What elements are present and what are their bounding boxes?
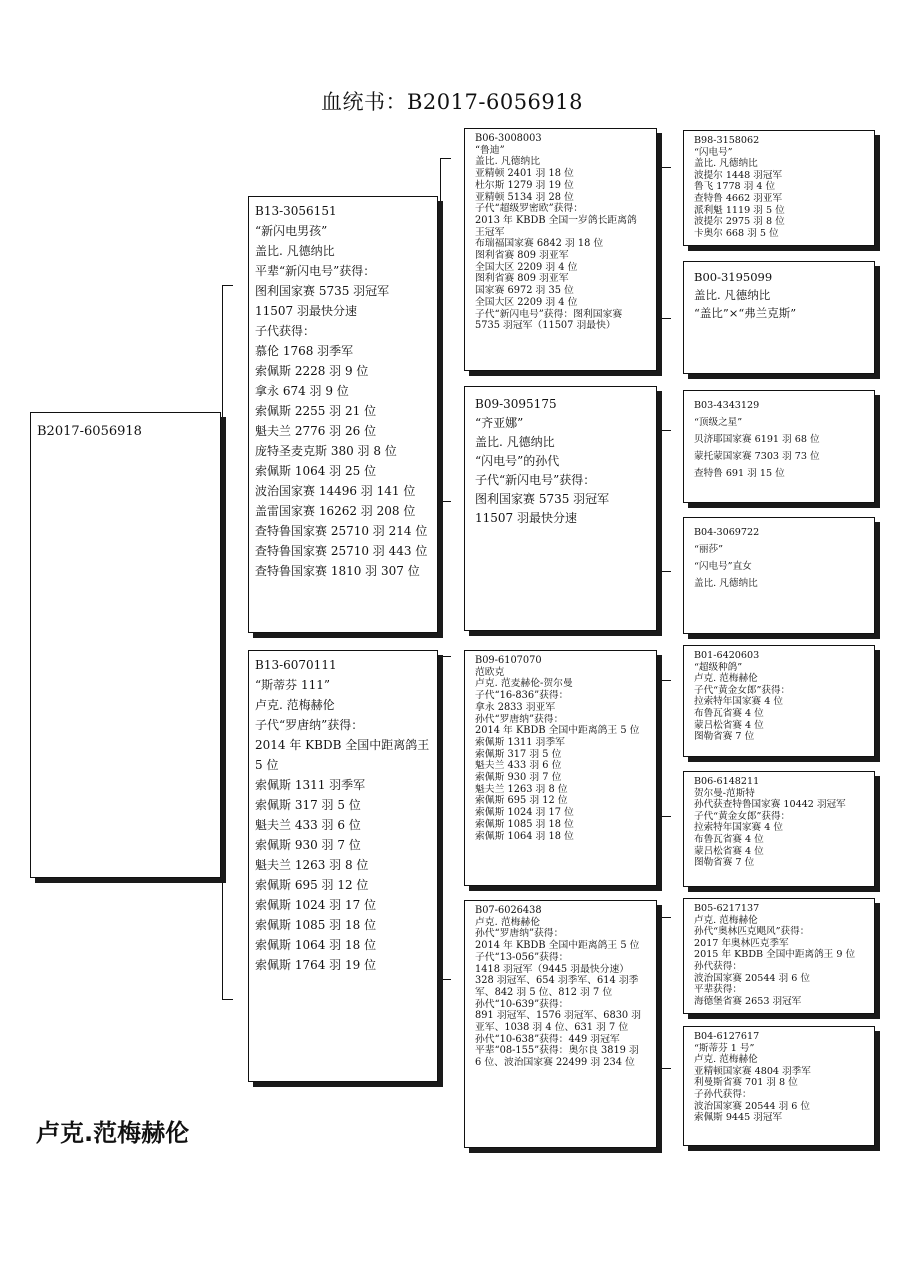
pedigree-line: 孙代“10-638”获得：449 羽冠军 — [475, 1033, 620, 1045]
gen4-card-7 — [683, 898, 875, 1014]
sire-line: 索佩斯 1064 羽 25 位 — [255, 464, 377, 478]
pedigree-line: 1418 羽冠军（9445 羽最快分速） — [475, 963, 630, 975]
pedigree-line: 卢克. 范梅赫伦 — [694, 914, 758, 926]
dam-line: 2014 年 KBDB 全国中距离鸽王 5 位 — [255, 738, 434, 772]
pedigree-line: 子孙代获得： — [694, 1088, 752, 1100]
pedigree-line: 孙代“罗唐纳”获得： — [475, 928, 564, 940]
pedigree-line: 2013 年 KBDB 全国一岁鸽长距离鸽王冠军 — [475, 214, 637, 238]
pedigree-line: “闪电号”直女 — [694, 561, 752, 572]
pedigree-line: 布鲁瓦省赛 4 位 — [694, 833, 764, 845]
dam-line: 魁夫兰 433 羽 6 位 — [255, 818, 361, 832]
pedigree-line: 杜尔斯 1279 羽 19 位 — [475, 179, 574, 191]
granddam-sire-card — [464, 386, 657, 631]
pedigree-line: “齐亚娜” — [475, 416, 524, 430]
pedigree-line: “斯蒂芬 1 号” — [694, 1042, 755, 1054]
gen4-card-4 — [683, 517, 875, 634]
gen4-card-5 — [683, 645, 875, 757]
pedigree-line: 孙代“10-639”获得： — [475, 998, 569, 1010]
gen4-card-2 — [683, 261, 875, 374]
dam-line: 索佩斯 1085 羽 18 位 — [255, 918, 377, 932]
sire-line: 11507 羽最快分速 — [255, 304, 357, 318]
pedigree-line: 子代“新闪电号”获得：图利国家赛 5735 羽冠军（11507 羽最快） — [475, 308, 626, 332]
pedigree-line: 波治国家赛 20544 羽 6 位 — [694, 972, 810, 984]
pedigree-line: 波治国家赛 20544 羽 6 位 — [694, 1100, 810, 1112]
pedigree-line: “超级种鸽” — [694, 661, 743, 673]
pedigree-line: 盖比. 凡德纳比 — [694, 288, 771, 302]
sire-line: 子代获得： — [255, 324, 316, 338]
page-title: 血统书：B2017-6056918 — [321, 90, 583, 114]
pedigree-line: 亚精顿 2401 羽 18 位 — [475, 168, 574, 180]
granddam-dam-card — [464, 900, 657, 1148]
connector — [660, 917, 671, 1069]
sire-line: 查特鲁国家赛 25710 羽 214 位 — [255, 524, 428, 538]
pedigree-line: “闪电号”的孙代 — [475, 454, 560, 468]
pedigree-line: 布鲁瓦省赛 4 位 — [694, 707, 764, 719]
pedigree-line: 盖比. 凡德纳比 — [475, 156, 541, 168]
pedigree-line: B06-6148211 — [694, 776, 760, 787]
connector — [660, 680, 671, 817]
connector — [660, 430, 671, 572]
pedigree-line: 卢克. 范梅赫伦 — [475, 916, 541, 928]
pedigree-line: 波提尔 2975 羽 8 位 — [694, 216, 785, 228]
sire-line: B13-3056151 — [255, 204, 337, 218]
dam-line: 卢克. 范梅赫伦 — [255, 698, 335, 712]
pedigree-line: 蒙吕松省赛 4 位 — [694, 845, 764, 857]
pedigree-line: 派利魁 1119 羽 5 位 — [694, 204, 785, 216]
pedigree-line: 索佩斯 1311 羽季军 — [475, 736, 565, 748]
grandsire-sire-card — [464, 128, 657, 371]
pedigree-line: 卢克. 范梅赫伦 — [694, 673, 758, 685]
ring-number: B2017-6056918 — [37, 424, 142, 439]
sire-line: 索佩斯 2255 羽 21 位 — [255, 404, 377, 418]
sire-line: 盖雷国家赛 16262 羽 208 位 — [255, 504, 416, 518]
pedigree-line: “鲁迪” — [475, 144, 505, 156]
dam-line: 索佩斯 1311 羽季军 — [255, 778, 366, 792]
dam-line: 索佩斯 930 羽 7 位 — [255, 838, 361, 852]
pedigree-line: 盖比. 凡德纳比 — [694, 578, 758, 589]
pedigree-line: 328 羽冠军、654 羽季军、614 羽季军、842 羽 5 位、812 羽 7 位 — [475, 975, 639, 998]
pedigree-line: 索佩斯 1085 羽 18 位 — [475, 818, 574, 830]
pedigree-line: 2014 年 KBDB 全国中距离鸽王 5 位 — [475, 940, 640, 952]
pedigree-line: B05-6217137 — [694, 903, 760, 914]
pedigree-line: 波提尔 1448 羽冠军 — [694, 169, 783, 181]
pedigree-line: B06-3008003 — [475, 133, 542, 144]
pedigree-line: B04-6127617 — [694, 1031, 760, 1042]
pedigree-line: 子代“黄金女郎”获得： — [694, 684, 791, 696]
pedigree-line: 魁夫兰 1263 羽 8 位 — [475, 783, 568, 795]
gen4-card-3 — [683, 390, 875, 503]
pedigree-line: 拉索特年国家赛 4 位 — [694, 696, 783, 708]
pedigree-line: 卢克. 范梅赫伦 — [694, 1054, 758, 1066]
pedigree-line: B03-4343129 — [694, 400, 760, 411]
pedigree-line: 索佩斯 317 羽 5 位 — [475, 748, 562, 760]
pedigree-line: B04-3069722 — [694, 527, 760, 538]
pedigree-line: “顶级之星” — [694, 417, 743, 428]
dam-line: 子代“罗唐纳”获得： — [255, 718, 364, 732]
pedigree-line: 图勒省赛 7 位 — [694, 731, 755, 743]
pedigree-line: B07-6026438 — [475, 905, 542, 916]
sire-line: 查特鲁国家赛 25710 羽 443 位 — [255, 544, 428, 558]
pedigree-line: 贺尔曼-范斯特 — [694, 787, 755, 799]
pedigree-line: 贝济耶国家赛 6191 羽 68 位 — [694, 434, 820, 445]
sire-line: 盖比. 凡德纳比 — [255, 244, 335, 258]
pedigree-line: 范欧克 — [475, 666, 505, 678]
sire-line: 平辈“新闪电号”获得： — [255, 264, 376, 278]
pedigree-line: B98-3158062 — [694, 135, 760, 146]
pedigree-line: 盖比. 凡德纳比 — [694, 158, 758, 170]
pedigree-line: “盖比”×“弗兰克斯” — [694, 306, 797, 320]
pedigree-line: B00-3195099 — [694, 270, 773, 284]
dam-line: 魁夫兰 1263 羽 8 位 — [255, 858, 369, 872]
pedigree-line: 孙代“罗唐纳”获得： — [475, 713, 564, 725]
pedigree-line: 孙代获查特鲁国家赛 10442 羽冠军 — [694, 799, 846, 811]
pedigree-line: B01-6420603 — [694, 650, 760, 661]
pedigree-line: 平辈获得： — [694, 984, 742, 996]
pedigree-line: 全国大区 2209 羽 4 位 — [475, 296, 578, 308]
pedigree-line: 索佩斯 930 羽 7 位 — [475, 772, 562, 784]
pedigree-line: B09-3095175 — [475, 397, 557, 411]
sire-line: 魁夫兰 2776 羽 26 位 — [255, 424, 377, 438]
sire-line: “新闪电男孩” — [255, 224, 328, 238]
pedigree-line: 2017 年奥林匹克季军 — [694, 937, 789, 949]
pedigree-line: 拉索特年国家赛 4 位 — [694, 822, 783, 834]
dam-line: B13-6070111 — [255, 658, 337, 672]
pedigree-line: 平辈“08-155”获得：奥尔良 3819 羽 6 位、波治国家赛 22499 羽 234 位 — [475, 1045, 642, 1069]
dam-card — [248, 650, 438, 1082]
pedigree-line: 利曼斯省赛 701 羽 8 位 — [694, 1077, 798, 1089]
pedigree-line: 图勒省赛 7 位 — [694, 857, 755, 869]
pedigree-line: 索佩斯 1024 羽 17 位 — [475, 807, 574, 819]
pedigree-line: 11507 羽最快分速 — [475, 511, 577, 525]
sire-card — [248, 196, 438, 633]
pedigree-line: 卡奥尔 668 羽 5 位 — [694, 227, 779, 239]
dam-line: 索佩斯 695 羽 12 位 — [255, 878, 369, 892]
pedigree-line: 盖比. 凡德纳比 — [475, 435, 555, 449]
pedigree-line: 子代“新闪电号”获得： — [475, 473, 596, 487]
pedigree-subject-card — [30, 412, 221, 878]
pedigree-line: 图利省赛 809 羽亚军 — [475, 273, 569, 285]
gen4-card-8 — [683, 1026, 875, 1146]
pedigree-line: “闪电号” — [694, 146, 733, 158]
pedigree-line: 索佩斯 1064 羽 18 位 — [475, 830, 574, 842]
gen4-card-1 — [683, 130, 875, 246]
sire-line: 索佩斯 2228 羽 9 位 — [255, 364, 369, 378]
pedigree-line: 图利国家赛 5735 羽冠军 — [475, 492, 610, 506]
pedigree-line: 2015 年 KBDB 全国中距离鸽王 9 位 — [694, 949, 856, 961]
pedigree-line: 海德堡省赛 2653 羽冠军 — [694, 995, 802, 1007]
pedigree-line: 卢克. 范麦赫伦-贺尔曼 — [475, 678, 573, 690]
pedigree-line: 图利省赛 809 羽亚军 — [475, 250, 569, 262]
grandsire-dam-card — [464, 650, 657, 886]
pedigree-line: 孙代“奥林匹克飓风”获得： — [694, 926, 810, 938]
pedigree-line: 查特鲁 691 羽 15 位 — [694, 468, 785, 479]
pedigree-line: 孙代获得： — [694, 960, 742, 972]
dam-line: 索佩斯 1024 羽 17 位 — [255, 898, 377, 912]
sire-line: 庞特圣麦克斯 380 羽 8 位 — [255, 444, 397, 458]
dam-line: 索佩斯 1064 羽 18 位 — [255, 938, 377, 952]
pedigree-line: “丽莎” — [694, 544, 723, 555]
connector — [440, 656, 451, 980]
pedigree-line: 子代“16-836”获得： — [475, 690, 569, 702]
dam-line: “斯蒂芬 111” — [255, 678, 330, 692]
pedigree-line: 全国大区 2209 羽 4 位 — [475, 261, 578, 273]
pedigree-line: 拿永 2833 羽亚军 — [475, 701, 556, 713]
sire-line: 拿永 674 羽 9 位 — [255, 384, 349, 398]
sire-line: 波治国家赛 14496 羽 141 位 — [255, 484, 416, 498]
connector — [440, 158, 451, 502]
sire-line: 图利国家赛 5735 羽冠军 — [255, 284, 390, 298]
pedigree-line: 索佩斯 695 羽 12 位 — [475, 795, 568, 807]
pedigree-line: 国家赛 6972 羽 35 位 — [475, 285, 574, 297]
connector — [222, 285, 233, 1000]
pedigree-line: 子代“13-056”获得： — [475, 951, 569, 963]
pedigree-line: 鲁飞 1778 羽 4 位 — [694, 181, 776, 193]
pedigree-line: 亚精顿 5134 羽 28 位 — [475, 191, 574, 203]
pedigree-line: 子代“超级罗密欧”获得： — [475, 203, 583, 215]
sire-line: 查特鲁国家赛 1810 羽 307 位 — [255, 564, 420, 578]
pedigree-line: 蒙吕松省赛 4 位 — [694, 719, 764, 731]
owner-name: 卢克.范梅赫伦 — [36, 1119, 190, 1147]
pedigree-line: 魁夫兰 433 羽 6 位 — [475, 760, 562, 772]
pedigree-line: 索佩斯 9445 羽冠军 — [694, 1112, 783, 1124]
pedigree-line: 891 羽冠军、1576 羽冠军、6830 羽亚军、1038 羽 4 位、631 羽 7 位 — [475, 1010, 642, 1034]
sire-line: 慕伦 1768 羽季军 — [255, 344, 354, 358]
dam-line: 索佩斯 1764 羽 19 位 — [255, 958, 377, 972]
dam-line: 索佩斯 317 羽 5 位 — [255, 798, 361, 812]
pedigree-line: 蒙托蒙国家赛 7303 羽 73 位 — [694, 451, 820, 462]
pedigree-line: 2014 年 KBDB 全国中距离鸽王 5 位 — [475, 725, 640, 737]
pedigree-line: 亚精顿国家赛 4804 羽季军 — [694, 1065, 811, 1077]
pedigree-line: 子代“黄金女郎”获得： — [694, 810, 791, 822]
pedigree-line: 布瑞福国家赛 6842 羽 18 位 — [475, 238, 604, 250]
gen4-card-6 — [683, 771, 875, 887]
connector — [660, 167, 671, 319]
pedigree-line: B09-6107070 — [475, 655, 542, 666]
pedigree-line: 查特鲁 4662 羽亚军 — [694, 192, 783, 204]
